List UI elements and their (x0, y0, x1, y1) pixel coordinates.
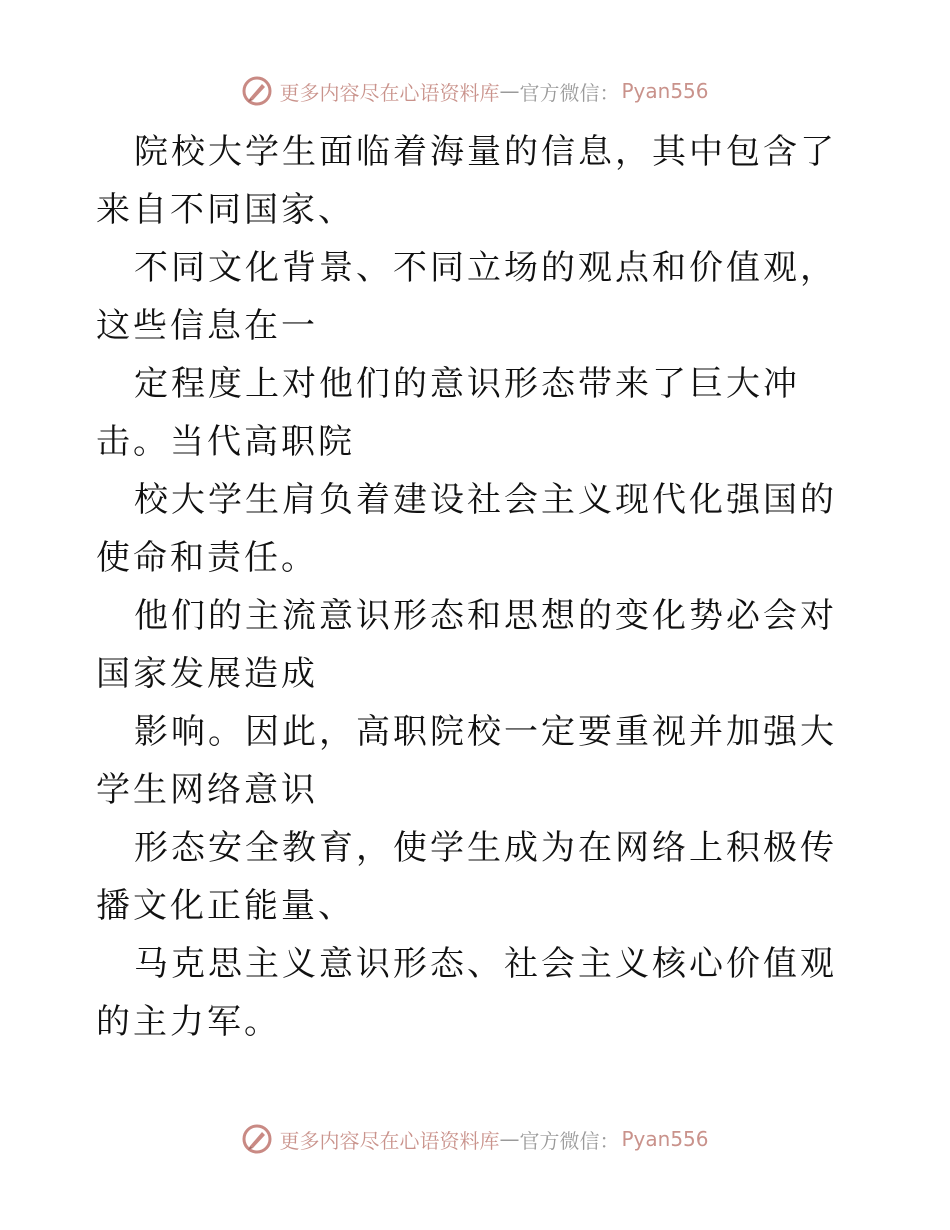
footer-wechat-label: 官方微信： (519, 1128, 620, 1153)
paragraph: 影响。因此，高职院校一定要重视并加强大学生网络意识 (96, 712, 837, 810)
paragraph: 他们的主流意识形态和思想的变化势必会对国家发展造成 (96, 596, 837, 694)
page-footer-watermark (0, 1122, 950, 1156)
footer-brand-text: 更多内容尽在心语资料库 (279, 1128, 500, 1153)
page-header-watermark (0, 74, 950, 108)
footer-separator: — (499, 1127, 520, 1151)
header-wechat-id: Pyan556 (621, 79, 709, 103)
pen-logo-icon (241, 1123, 273, 1155)
paragraph: 不同文化背景、不同立场的观点和价值观，这些信息在一 (96, 248, 837, 346)
header-separator: — (499, 79, 520, 103)
document-body (96, 123, 856, 1051)
pen-logo-icon (241, 75, 273, 107)
paragraph: 形态安全教育，使学生成为在网络上积极传播文化正能量、 (96, 828, 837, 926)
paragraph: 校大学生肩负着建设社会主义现代化强国的使命和责任。 (96, 480, 837, 578)
paragraph: 马克思主义意识形态、社会主义核心价值观的主力军。 (96, 944, 837, 1042)
paragraph: 院校大学生面临着海量的信息，其中包含了来自不同国家、 (96, 132, 837, 230)
paragraph: 定程度上对他们的意识形态带来了巨大冲击。当代高职院 (96, 364, 800, 462)
header-brand-text: 更多内容尽在心语资料库 (279, 80, 500, 105)
footer-wechat-id: Pyan556 (621, 1127, 709, 1151)
header-wechat-label: 官方微信： (519, 80, 620, 105)
